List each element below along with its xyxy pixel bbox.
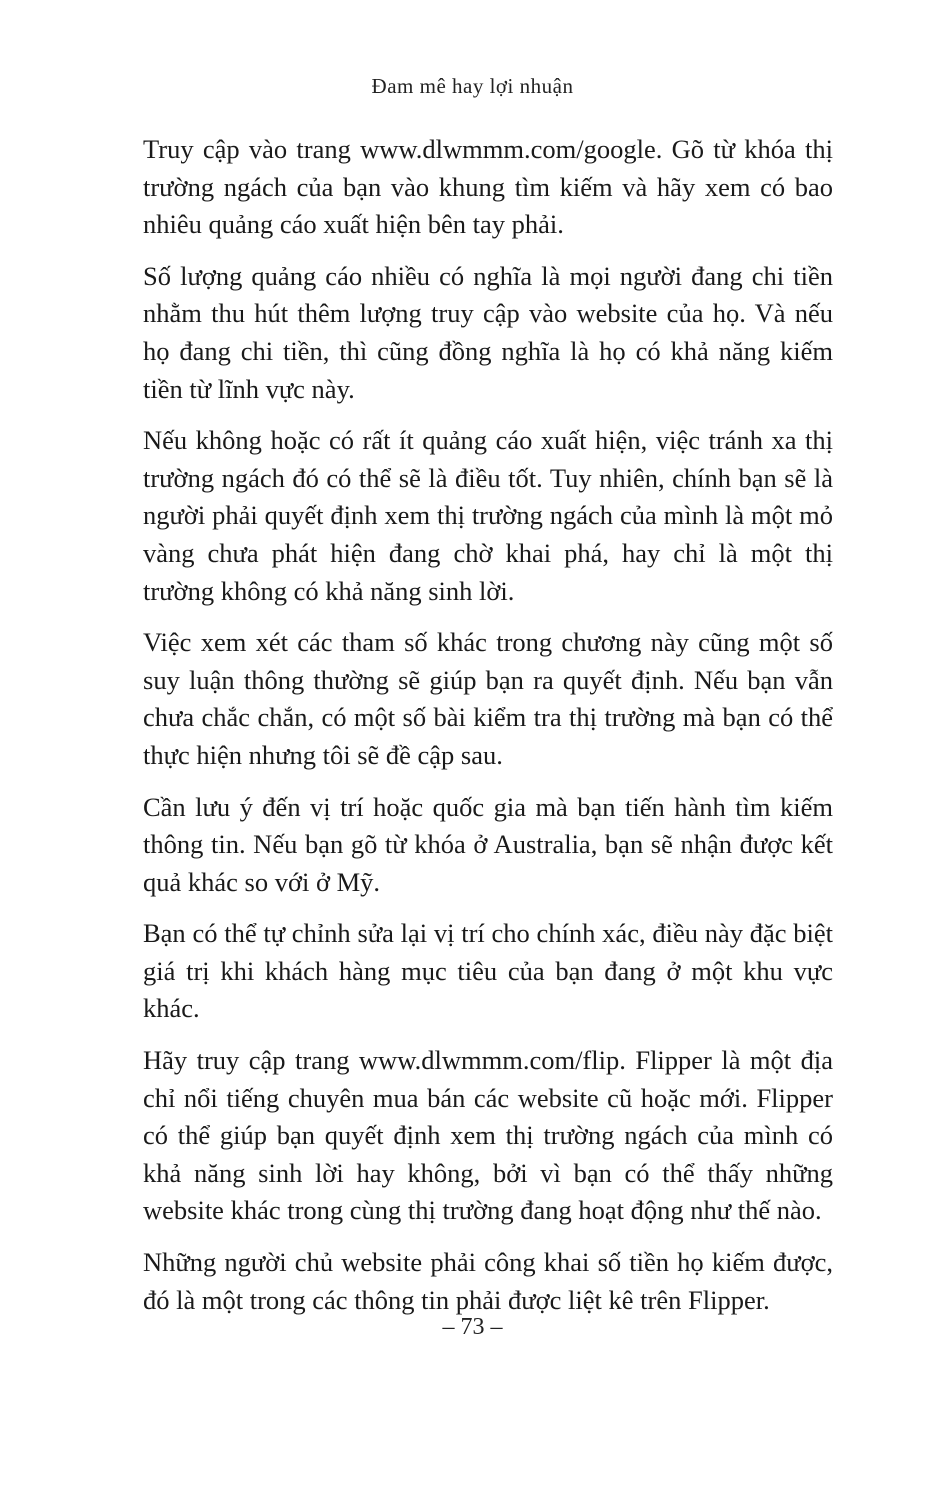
page-number: – 73 –: [442, 1314, 503, 1340]
running-header: Đam mê hay lợi nhuận: [371, 74, 574, 98]
paragraph: Việc xem xét các tham số khác trong chương này cũng một số suy luận thông thường sẽ giúp bạn ra quyết định. Nếu bạn vẫn chưa chắc chắn, có một số bài kiểm tra thị trường mà bạn có thể thực hiện nhưng tôi sẽ đề cập sau.: [143, 627, 833, 770]
paragraph: Truy cập vào trang www.dlwmmm.com/google. Gõ từ khóa thị trường ngách của bạn vào khung tìm kiếm và hãy xem có bao nhiêu quảng cáo xuất hiện bên tay phải.: [143, 134, 833, 240]
paragraph: Cần lưu ý đến vị trí hoặc quốc gia mà bạn tiến hành tìm kiếm thông tin. Nếu bạn gõ từ khóa ở Australia, bạn sẽ nhận được kết quả khác so với ở Mỹ.: [143, 791, 833, 897]
paragraph: Nếu không hoặc có rất ít quảng cáo xuất hiện, việc tránh xa thị trường ngách đó có thể sẽ là điều tốt. Tuy nhiên, chính bạn sẽ là người phải quyết định xem thị trường ngách của mình là một mỏ vàng chưa phát hiện đang chờ khai phá, hay chỉ là một thị trường không có khả năng sinh lời.: [143, 425, 833, 606]
body-text: [143, 131, 833, 1333]
paragraph: Hãy truy cập trang www.dlwmmm.com/flip. Flipper là một địa chỉ nổi tiếng chuyên mua bán các website cũ hoặc mới. Flipper có thể giúp bạn quyết định xem thị trường ngách của mình có khả năng sinh lời hay không, bởi vì bạn có thể thấy những website khác trong cùng thị trường đang hoạt động như thế nào.: [143, 1045, 833, 1226]
paragraph: Bạn có thể tự chỉnh sửa lại vị trí cho chính xác, điều này đặc biệt giá trị khi khách hàng mục tiêu của bạn đang ở một khu vực khác.: [143, 918, 833, 1024]
paragraph: Những người chủ website phải công khai số tiền họ kiếm được, đó là một trong các thông tin phải được liệt kê trên Flipper.: [143, 1247, 833, 1315]
paragraph: Số lượng quảng cáo nhiều có nghĩa là mọi người đang chi tiền nhằm thu hút thêm lượng truy cập vào website của họ. Và nếu họ đang chi tiền, thì cũng đồng nghĩa là họ có khả năng kiếm tiền từ lĩnh vực này.: [143, 260, 833, 404]
